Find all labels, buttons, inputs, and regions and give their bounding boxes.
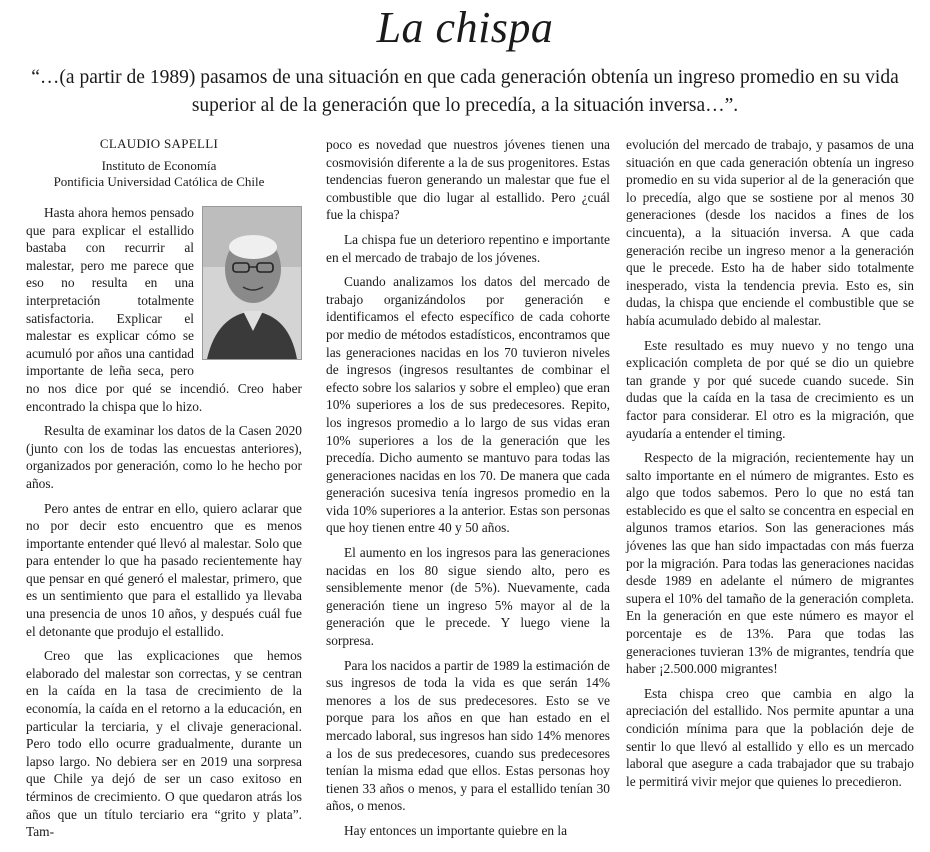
paragraph: Creo que las explicaciones que hemos elaborado del malestar son correctas, y se centran en la caída en la tasa de crecimiento de la economía, la caída en el retorno a la educación, en particular la terciaria, y el clivaje generacional. Pero todo ello ocurre gradualmente, durante un lapso largo. No debiera ser en 2019 una sorpresa que Chile ya dejó de ser un caso exitoso en términos de crecimiento. O que quedaron atrás los años que un título terciario era “grito y plata”. Tam- [26,648,302,840]
paragraph: evolución del mercado de trabajo, y pasamos de una situación en que cada generación obtenía un ingreso promedio en su vida superior al de la generación que lo precedía, algo que se sostiene por al menos 30 generaciones (desde los nacidos a fines de los cincuenta), a la situación inversa. A que cada generación recibe un ingreso menor a la generación que le precede. Esto ha de haber sido totalmente inesperado, vista la tendencia previa. Esto es, sin dudas, la chispa que enciende el combustible que se había acumulado debido al malestar. [626,137,914,328]
paragraph: Resulta de examinar los datos de la Casen 2020 (junto con los de todas las encuestas anteriores), organizados por generación, como lo he hecho por años. [26,423,302,491]
paragraph: Hasta ahora hemos pensado que para explicar el estallido bastaba con recurrir al malestar, pero me parece que eso no resulta en una interpretación totalmente satisfactoria. Explicar el malestar es explicar cómo se acumuló por años una cantidad importante de leña seca, pero no nos dice por qué se incendió. Creo haber encontrado la chispa que lo hizo. [26,205,302,414]
byline [34,136,284,190]
paragraph: Hay entonces un importante quiebre en la [344,822,568,838]
affiliation-line-1: Instituto de Economía [101,158,217,173]
paragraph: Este resultado es muy nuevo y no tengo una explicación completa de por qué se dio un quiebre tan grande y por qué sucede cuando sucede. Sin dudas que la caída en la tasa de crecimiento es un factor para considerar. El otro es la migración, que ayudaría a entender el timing. [626,337,914,441]
article-title: La chispa [376,3,554,52]
affiliation-line-2: Pontificia Universidad Católica de Chile [53,174,265,189]
column-1 [26,204,302,848]
pull-quote: “…(a partir de 1989) pasamos de una situación en que cada generación obtenía un ingreso promedio en su vida superior al de la generación que lo precedía, a la situación inversa…”. [31,67,899,116]
paragraph: Cuando analizamos los datos del mercado de trabajo organizándolos por generación e identificamos el efecto específico de cada cohorte por medio de métodos estadísticos, encontramos que las generaciones nacidas en los 70 tuvieron niveles de ingresos (ingresos resultantes de combinar el efecto sobre los salarios y sobre el empleo) que eran 10% superiores a los de sus predecesores. Repito, los ingresos promedio a lo largo de sus vidas eran 10% superiores a los de la generación que les precedía. Dicho aumento se mantuvo para todas las generaciones nacidas en los 70. De manera que cada generación sucesiva tenía ingresos promedio en la vida 10% superiores a la anterior. Estas son personas que hoy tienen entre 40 y 50 años. [326,274,610,536]
column-2 [326,136,610,847]
paragraph: La chispa fue un deterioro repentino e importante en el mercado de trabajo de los jóvenes. [326,231,610,265]
paragraph: El aumento en los ingresos para las generaciones nacidas en los 80 sigue siendo alto, pero es sensiblemente menor (de 5%). Nuevamente, cada generación tiene un ingreso 5% mayor al de la generación que le precede. Y luego viene la sorpresa. [326,545,610,649]
author-photo [202,206,302,360]
paragraph: Para los nacidos a partir de 1989 la estimación de sus ingresos de toda la vida es que serán 14% menores a los de sus predecesores. Esto se ve porque para los años en que han estado en el mercado laboral, sus ingresos han sido 14% menores a los de sus predecesores, cuando sus predecesores tenían la misma edad que ellos. Estas personas hoy tienen 33 años o menos, y para el estallido tenían 30 años, o menos. [326,657,610,814]
paragraph: poco es novedad que nuestros jóvenes tienen una cosmovisión diferente a la de sus progenitores. Estas tendencias fueron generando un malestar que fue el combustible que dio lugar al estallido. Pero ¿cuál fue la chispa? [326,137,610,223]
portrait-image [203,207,301,359]
column-3 [626,136,914,797]
author-name: CLAUDIO SAPELLI [99,136,219,151]
paragraph: Esta chispa creo que cambia en algo la apreciación del estallido. Nos permite apuntar a una condición mínima para que la población deje de sentir lo que llevó al estallido y ello es un mercado laboral que asegure a cada trabajador que su trabajo le permitirá vivir mejor que quienes lo precedieron. [626,685,914,789]
paragraph: Respecto de la migración, recientemente hay un salto importante en el número de migrantes. Esto es algo que todos sabemos. Pero lo que no está tan establecido es que el salto se concentra en especial en algunos tramos etarios. Son las generaciones más jóvenes las que han sido impactadas con más fuerza por la migración. Para todas las generaciones nacidas desde 1989 en adelante el número de migrantes supera el 10% del tamaño de la generación completa. En la generación en que este número es mayor el porcentaje es de 13%. Para que todas las generaciones tuvieran 13% de migrantes, tendría que haber ¡2.500.000 migrantes! [626,450,914,677]
paragraph: Pero antes de entrar en ello, quiero aclarar que no por decir esto encuentro que es menos importante entender qué llevó al malestar. Solo que para entender lo que ha pasado recientemente hay que pensar en qué generó el malestar, primero, que es un sentimiento que para el estallido ya llevaba una presencia de unos 10 años, y después cuál fue el detonante que produjo el estallido. [26,500,302,639]
